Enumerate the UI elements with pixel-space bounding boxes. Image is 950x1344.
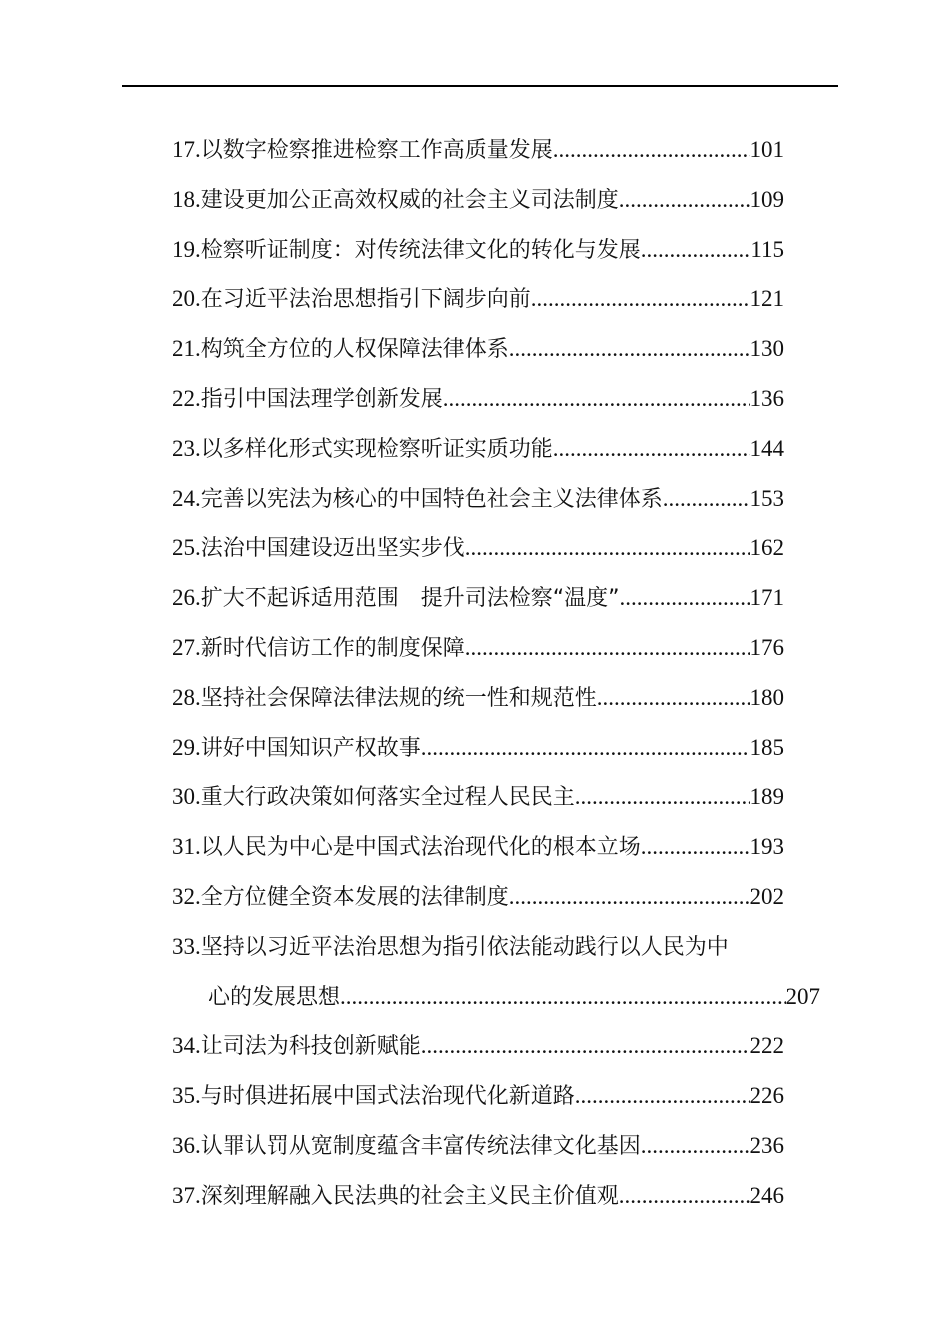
entry-number: 21. [172, 336, 201, 362]
toc-entry-28[interactable] [172, 673, 784, 723]
entry-page: 115 [750, 236, 784, 262]
entry-number: 23. [172, 435, 201, 461]
entry-page: 193 [749, 834, 784, 860]
entry-number: 37. [172, 1182, 201, 1208]
toc-entry-37[interactable] [172, 1171, 784, 1221]
entry-number: 29. [172, 734, 201, 760]
toc-entry-29[interactable] [172, 723, 784, 773]
dot-leader [553, 125, 750, 175]
entry-title: 以人民为中心是中国式法治现代化的根本立场 [200, 835, 641, 861]
dot-leader [421, 723, 750, 773]
entry-title: 检察听证制度：对传统法律文化的转化与发展 [200, 237, 641, 263]
toc-entry-22[interactable] [172, 374, 784, 424]
dot-leader [509, 324, 750, 374]
dot-leader [619, 1171, 750, 1221]
entry-number: 18. [172, 186, 201, 212]
entry-number: 22. [172, 385, 201, 411]
toc-entry-26[interactable] [172, 573, 784, 623]
entry-title: 坚持社会保障法律法规的统一性和规范性 [200, 685, 597, 711]
entry-title: 全方位健全资本发展的法律制度 [200, 884, 509, 910]
entry-page: 109 [749, 186, 784, 212]
toc-entry-21[interactable] [172, 324, 784, 374]
entry-title: 在习近平法治思想指引下阔步向前 [200, 287, 531, 313]
dot-leader [553, 424, 750, 474]
toc-entry-32[interactable] [172, 872, 784, 922]
table-of-contents [172, 125, 832, 1221]
entry-number: 20. [172, 286, 201, 312]
dot-leader [597, 673, 750, 723]
entry-title: 建设更加公正高效权威的社会主义司法制度 [200, 187, 619, 213]
toc-entry-30[interactable] [172, 772, 784, 822]
toc-entry-33-continued[interactable] [172, 972, 820, 1022]
entry-number: 30. [172, 784, 201, 810]
dot-leader [641, 1121, 750, 1171]
toc-entry-35[interactable] [172, 1071, 784, 1121]
entry-page: 207 [785, 983, 820, 1009]
entry-page: 222 [749, 1033, 784, 1059]
entry-page: 246 [749, 1182, 784, 1208]
entry-title: 构筑全方位的人权保障法律体系 [200, 337, 509, 363]
entry-number: 35. [172, 1083, 201, 1109]
dot-leader [575, 1071, 750, 1121]
toc-entry-25[interactable] [172, 523, 784, 573]
dot-leader [619, 175, 750, 225]
entry-page: 121 [749, 286, 784, 312]
dot-leader [465, 623, 750, 673]
entry-number: 28. [172, 684, 201, 710]
toc-entry-36[interactable] [172, 1121, 784, 1171]
entry-page: 176 [749, 634, 784, 660]
entry-page: 185 [749, 734, 784, 760]
entry-title: 扩大不起诉适用范围 提升司法检察“温度” [200, 586, 620, 612]
entry-page: 202 [749, 883, 784, 909]
entry-title: 重大行政决策如何落实全过程人民民主 [200, 785, 575, 811]
header-rule [122, 85, 838, 87]
entry-page: 226 [749, 1083, 784, 1109]
entry-page: 136 [749, 385, 784, 411]
toc-entry-31[interactable] [172, 822, 784, 872]
entry-page: 180 [749, 684, 784, 710]
toc-entry-19[interactable] [172, 225, 784, 275]
entry-number: 24. [172, 485, 201, 511]
entry-page: 130 [749, 336, 784, 362]
entry-title: 让司法为科技创新赋能 [200, 1034, 421, 1060]
entry-title: 认罪认罚从宽制度蕴含丰富传统法律文化基因 [200, 1133, 641, 1159]
entry-page: 189 [749, 784, 784, 810]
entry-title: 与时俱进拓展中国式法治现代化新道路 [200, 1084, 575, 1110]
entry-number: 32. [172, 883, 201, 909]
toc-entry-18[interactable] [172, 175, 784, 225]
dot-leader [641, 822, 750, 872]
entry-page: 144 [749, 435, 784, 461]
entry-number: 26. [172, 585, 201, 611]
entry-page: 162 [749, 535, 784, 561]
dot-leader [465, 523, 750, 573]
dot-leader [531, 274, 750, 324]
dot-leader [620, 573, 750, 623]
entry-page: 171 [749, 585, 784, 611]
entry-title: 法治中国建设迈出坚实步伐 [200, 536, 465, 562]
dot-leader [641, 225, 751, 275]
dot-leader [663, 474, 750, 524]
entry-number: 34. [172, 1033, 201, 1059]
entry-title: 以数字检察推进检察工作高质量发展 [200, 138, 553, 163]
entry-title: 新时代信访工作的制度保障 [200, 635, 465, 661]
toc-entry-24[interactable] [172, 474, 784, 524]
dot-leader [340, 972, 785, 1022]
entry-number: 25. [172, 535, 201, 561]
dot-leader [443, 374, 750, 424]
toc-entry-34[interactable] [172, 1021, 784, 1071]
dot-leader [421, 1021, 750, 1071]
toc-entry-23[interactable] [172, 424, 784, 474]
toc-entry-33[interactable] [172, 922, 832, 972]
dot-leader [575, 772, 750, 822]
toc-entry-20[interactable] [172, 274, 784, 324]
entry-number: 27. [172, 634, 201, 660]
entry-title: 讲好中国知识产权故事 [200, 735, 421, 761]
toc-entry-17[interactable] [172, 125, 784, 175]
toc-entry-27[interactable] [172, 623, 784, 673]
entry-number: 17. [172, 137, 201, 162]
entry-number: 31. [172, 834, 201, 860]
entry-page: 101 [749, 137, 784, 162]
entry-number: 33. [172, 933, 201, 959]
entry-title: 深刻理解融入民法典的社会主义民主价值观 [200, 1183, 619, 1209]
entry-number: 19. [172, 236, 201, 262]
entry-title: 完善以宪法为核心的中国特色社会主义法律体系 [200, 486, 663, 512]
entry-title: 以多样化形式实现检察听证实质功能 [200, 436, 553, 462]
dot-leader [509, 872, 750, 922]
entry-title-continued: 心的发展思想 [208, 984, 341, 1010]
entry-page: 236 [749, 1132, 784, 1158]
entry-number: 36. [172, 1132, 201, 1158]
entry-page: 153 [749, 485, 784, 511]
entry-title: 坚持以习近平法治思想为指引依法能动践行以人民为中 [200, 934, 729, 960]
entry-title: 指引中国法理学创新发展 [200, 386, 443, 412]
